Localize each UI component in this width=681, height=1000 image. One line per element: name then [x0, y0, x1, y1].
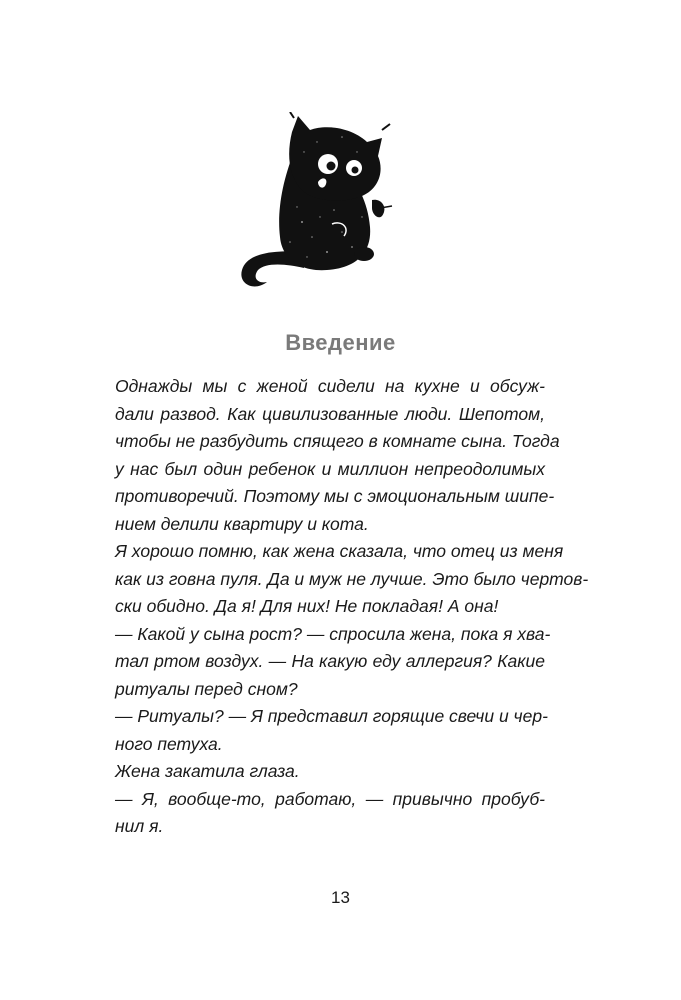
text-line: как из говна пуля. Да и муж не лучше. Это было чертов-: [115, 568, 589, 589]
black-cat-illustration: [232, 112, 402, 302]
text-line: ски обидно. Да я! Для них! Не покладая! А она!: [115, 596, 499, 616]
text-line: — Я, вообще-то, работаю, — привычно пробуб-: [115, 788, 545, 809]
text-line: — Ритуалы? — Я представил горящие свечи и чер-: [115, 706, 548, 726]
text-line: дали развод. Как цивилизованные люди. Шепотом,: [115, 403, 545, 424]
text-line: — Какой у сына рост? — спросила жена, пока я хва-: [115, 623, 551, 644]
page-number: 13: [331, 888, 350, 907]
text-line: у нас был один ребенок и миллион непреодолимых: [115, 458, 545, 479]
text-line: противоречий. Поэтому мы с эмоциональным шипе-: [115, 486, 555, 506]
text-line: нил я.: [115, 816, 164, 836]
text-line: тал ртом воздух. — На какую еду аллергия? Какие: [115, 651, 545, 671]
text-line: Жена закатила глаза.: [115, 761, 300, 781]
text-line: ритуалы перед сном?: [115, 678, 298, 699]
text-line: Я хорошо помню, как жена сказала, что отец из меня: [115, 541, 564, 561]
body-text: [115, 373, 589, 841]
text-line: чтобы не разбудить спящего в комнате сына. Тогда: [115, 431, 560, 451]
text-line: ного петуха.: [115, 733, 223, 754]
text-line: нием делили квартиру и кота.: [115, 513, 369, 534]
chapter-title: Введение: [285, 330, 396, 355]
text-line: Однажды мы с женой сидели на кухне и обсуж-: [115, 376, 545, 396]
